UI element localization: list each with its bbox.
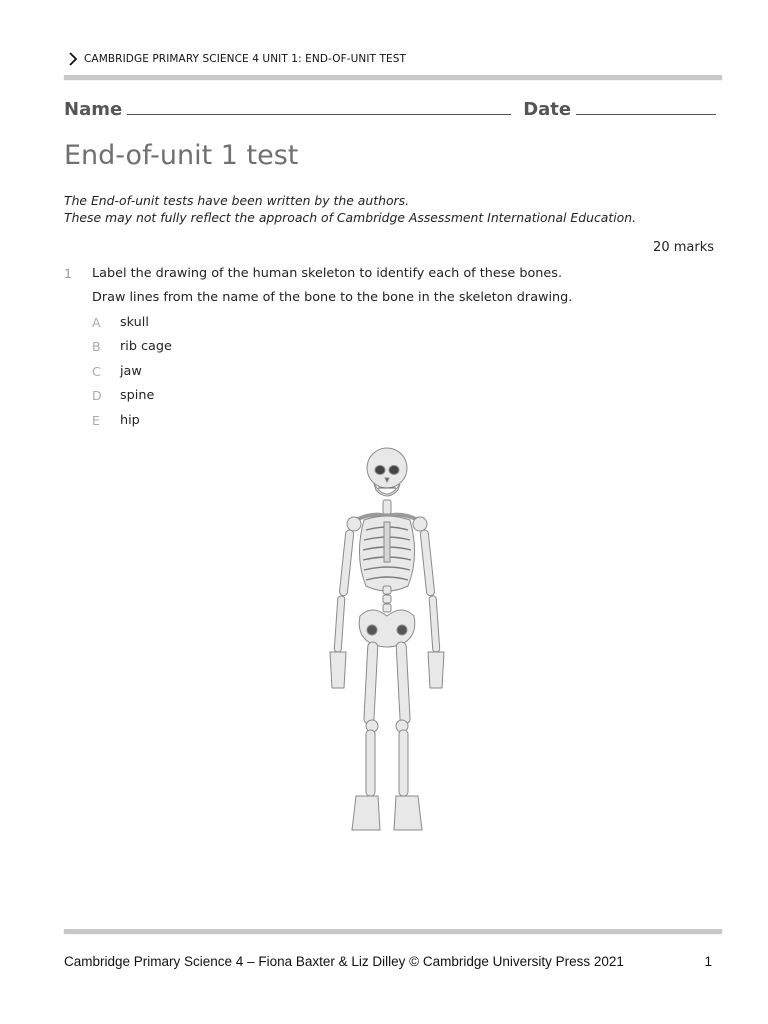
page-number: 1	[704, 954, 712, 969]
skeleton-drawing	[316, 446, 462, 836]
name-blank-line[interactable]	[127, 100, 511, 115]
question-number: 1	[64, 266, 72, 281]
question-text-1: Label the drawing of the human skeleton to identify each of these bones.	[92, 266, 563, 281]
running-title: CAMBRIDGE PRIMARY SCIENCE 4 UNIT 1: END-OF-UNIT TEST	[84, 53, 407, 65]
option-rib-cage: rib cage	[120, 339, 172, 354]
spine	[383, 586, 391, 612]
authors-note	[64, 192, 636, 226]
option-letter: E	[92, 413, 100, 428]
date-blank-line[interactable]	[576, 100, 716, 115]
name-date-row	[64, 99, 724, 120]
header-rule	[64, 75, 722, 79]
question-text-2: Draw lines from the name of the bone to the bone in the skeleton drawing.	[92, 290, 573, 305]
option-letter: B	[92, 339, 101, 354]
running-header	[68, 52, 406, 66]
option-letter: D	[92, 388, 102, 403]
option-letter: C	[92, 364, 101, 379]
marks-total: 20 marks	[653, 240, 714, 255]
name-label: Name	[64, 99, 123, 120]
footer-rule	[64, 929, 722, 933]
note-line-2: These may not fully reflect the approach of Cambridge Assessment International Education.	[64, 210, 637, 225]
option-spine: spine	[120, 388, 155, 403]
chevron-right-icon	[68, 52, 78, 66]
option-skull: skull	[120, 315, 149, 330]
option-letter: A	[92, 315, 101, 330]
option-hip: hip	[120, 413, 140, 428]
footer-credit: Cambridge Primary Science 4 – Fiona Baxter & Liz Dilley © Cambridge University Press 2021	[64, 954, 624, 969]
note-line-1: The End-of-unit tests have been written by the authors.	[64, 193, 410, 208]
date-label: Date	[523, 99, 572, 120]
option-jaw: jaw	[120, 364, 142, 379]
page-title: End-of-unit 1 test	[64, 140, 299, 171]
